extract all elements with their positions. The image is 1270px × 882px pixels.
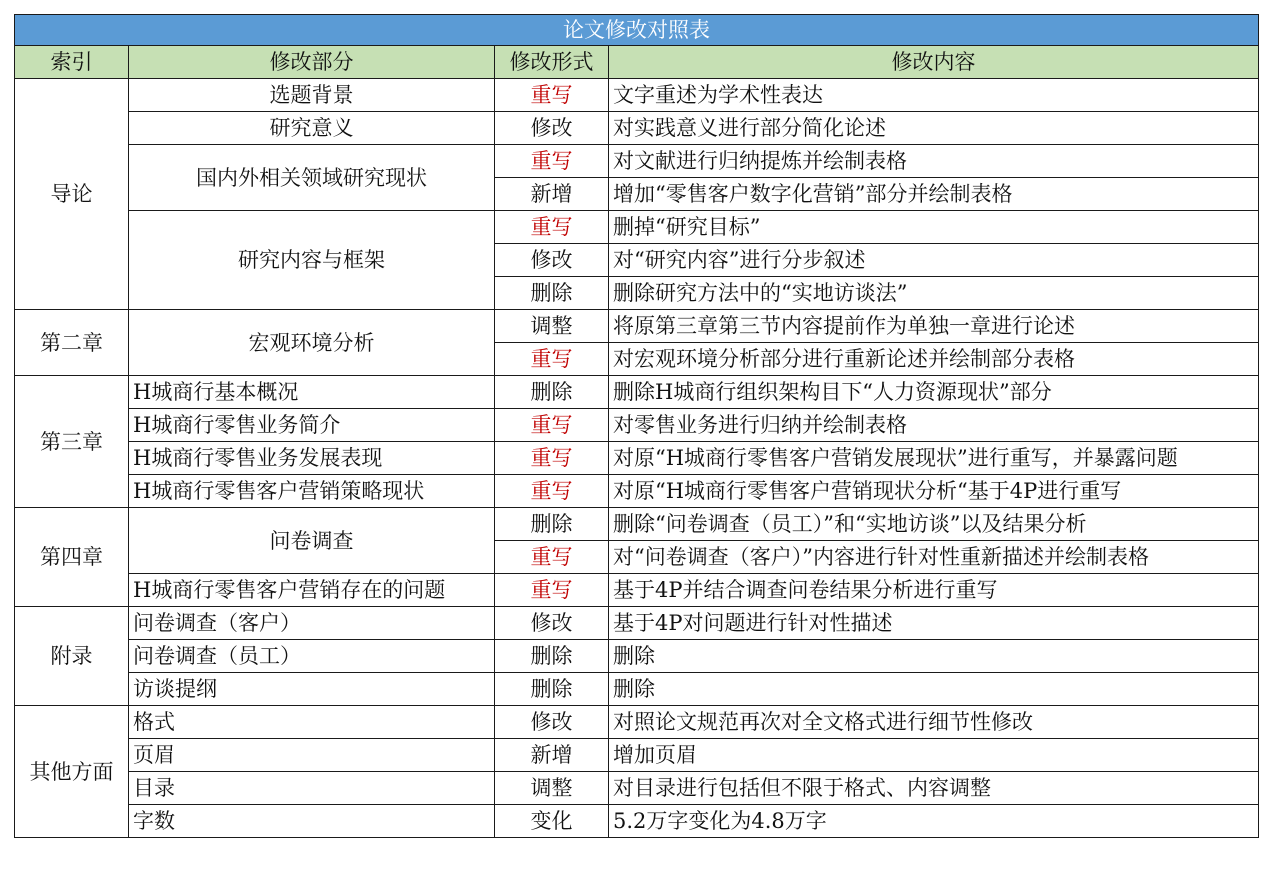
part-cell: 选题背景 xyxy=(129,79,495,112)
index-cell: 第二章 xyxy=(15,310,129,376)
type-cell: 删除 xyxy=(495,376,609,409)
part-cell: 目录 xyxy=(129,772,495,805)
type-cell: 重写 xyxy=(495,574,609,607)
content-cell: 增加页眉 xyxy=(609,739,1259,772)
table-row xyxy=(15,574,1259,607)
content-cell: 删除H城商行组织架构目下“人力资源现状”部分 xyxy=(609,376,1259,409)
table-row xyxy=(15,211,1259,244)
part-cell: 研究意义 xyxy=(129,112,495,145)
type-cell: 重写 xyxy=(495,79,609,112)
table-body xyxy=(15,79,1259,838)
part-cell: 研究内容与框架 xyxy=(129,211,495,310)
type-cell: 修改 xyxy=(495,244,609,277)
part-cell: H城商行零售业务简介 xyxy=(129,409,495,442)
title-row xyxy=(15,15,1259,46)
content-cell: 对原“H城商行零售客户营销现状分析“基于4P进行重写 xyxy=(609,475,1259,508)
content-cell: 增加“零售客户数字化营销”部分并绘制表格 xyxy=(609,178,1259,211)
type-cell: 新增 xyxy=(495,739,609,772)
header-part: 修改部分 xyxy=(129,46,495,79)
type-cell: 删除 xyxy=(495,277,609,310)
type-cell: 修改 xyxy=(495,112,609,145)
index-cell: 第四章 xyxy=(15,508,129,607)
content-cell: 删掉“研究目标” xyxy=(609,211,1259,244)
type-cell: 删除 xyxy=(495,508,609,541)
table-row xyxy=(15,112,1259,145)
table-row xyxy=(15,409,1259,442)
part-cell: 国内外相关领域研究现状 xyxy=(129,145,495,211)
table-row xyxy=(15,805,1259,838)
content-cell: 5.2万字变化为4.8万字 xyxy=(609,805,1259,838)
content-cell: 对实践意义进行部分简化论述 xyxy=(609,112,1259,145)
index-cell: 其他方面 xyxy=(15,706,129,838)
type-cell: 删除 xyxy=(495,640,609,673)
type-cell: 重写 xyxy=(495,442,609,475)
type-cell: 重写 xyxy=(495,475,609,508)
type-cell: 重写 xyxy=(495,211,609,244)
content-cell: 文字重述为学术性表达 xyxy=(609,79,1259,112)
type-cell: 调整 xyxy=(495,772,609,805)
header-content: 修改内容 xyxy=(609,46,1259,79)
type-cell: 重写 xyxy=(495,145,609,178)
type-cell: 调整 xyxy=(495,310,609,343)
part-cell: H城商行基本概况 xyxy=(129,376,495,409)
table-row xyxy=(15,772,1259,805)
content-cell: 对宏观环境分析部分进行重新论述并绘制部分表格 xyxy=(609,343,1259,376)
type-cell: 修改 xyxy=(495,607,609,640)
part-cell: 问卷调查 xyxy=(129,508,495,574)
table-row xyxy=(15,376,1259,409)
content-cell: 对原“H城商行零售客户营销发展现状”进行重写，并暴露问题 xyxy=(609,442,1259,475)
table-row xyxy=(15,739,1259,772)
table-row xyxy=(15,508,1259,541)
table-row xyxy=(15,673,1259,706)
table-row xyxy=(15,607,1259,640)
part-cell: H城商行零售客户营销策略现状 xyxy=(129,475,495,508)
type-cell: 重写 xyxy=(495,541,609,574)
type-cell: 重写 xyxy=(495,409,609,442)
header-type: 修改形式 xyxy=(495,46,609,79)
table-row xyxy=(15,79,1259,112)
content-cell: 删除“问卷调查（员工）”和“实地访谈”以及结果分析 xyxy=(609,508,1259,541)
type-cell: 新增 xyxy=(495,178,609,211)
part-cell: 问卷调查（员工） xyxy=(129,640,495,673)
part-cell: 访谈提纲 xyxy=(129,673,495,706)
content-cell: 对零售业务进行归纳并绘制表格 xyxy=(609,409,1259,442)
index-cell: 第三章 xyxy=(15,376,129,508)
table-row xyxy=(15,706,1259,739)
part-cell: H城商行零售客户营销存在的问题 xyxy=(129,574,495,607)
content-cell: 对文献进行归纳提炼并绘制表格 xyxy=(609,145,1259,178)
type-cell: 重写 xyxy=(495,343,609,376)
table-row xyxy=(15,640,1259,673)
table-row xyxy=(15,442,1259,475)
type-cell: 修改 xyxy=(495,706,609,739)
revision-comparison-table xyxy=(14,14,1259,838)
table-row xyxy=(15,145,1259,178)
content-cell: 基于4P并结合调查问卷结果分析进行重写 xyxy=(609,574,1259,607)
content-cell: 删除 xyxy=(609,640,1259,673)
table-title: 论文修改对照表 xyxy=(15,15,1259,46)
content-cell: 对“研究内容”进行分步叙述 xyxy=(609,244,1259,277)
type-cell: 删除 xyxy=(495,673,609,706)
part-cell: 宏观环境分析 xyxy=(129,310,495,376)
table-row xyxy=(15,475,1259,508)
header-row xyxy=(15,46,1259,79)
content-cell: 对照论文规范再次对全文格式进行细节性修改 xyxy=(609,706,1259,739)
content-cell: 将原第三章第三节内容提前作为单独一章进行论述 xyxy=(609,310,1259,343)
content-cell: 对“问卷调查（客户）”内容进行针对性重新描述并绘制表格 xyxy=(609,541,1259,574)
content-cell: 基于4P对问题进行针对性描述 xyxy=(609,607,1259,640)
index-cell: 导论 xyxy=(15,79,129,310)
part-cell: 字数 xyxy=(129,805,495,838)
type-cell: 变化 xyxy=(495,805,609,838)
content-cell: 删除 xyxy=(609,673,1259,706)
part-cell: 问卷调查（客户） xyxy=(129,607,495,640)
content-cell: 对目录进行包括但不限于格式、内容调整 xyxy=(609,772,1259,805)
table-row xyxy=(15,310,1259,343)
index-cell: 附录 xyxy=(15,607,129,706)
part-cell: 格式 xyxy=(129,706,495,739)
part-cell: 页眉 xyxy=(129,739,495,772)
part-cell: H城商行零售业务发展表现 xyxy=(129,442,495,475)
content-cell: 删除研究方法中的“实地访谈法” xyxy=(609,277,1259,310)
header-index: 索引 xyxy=(15,46,129,79)
